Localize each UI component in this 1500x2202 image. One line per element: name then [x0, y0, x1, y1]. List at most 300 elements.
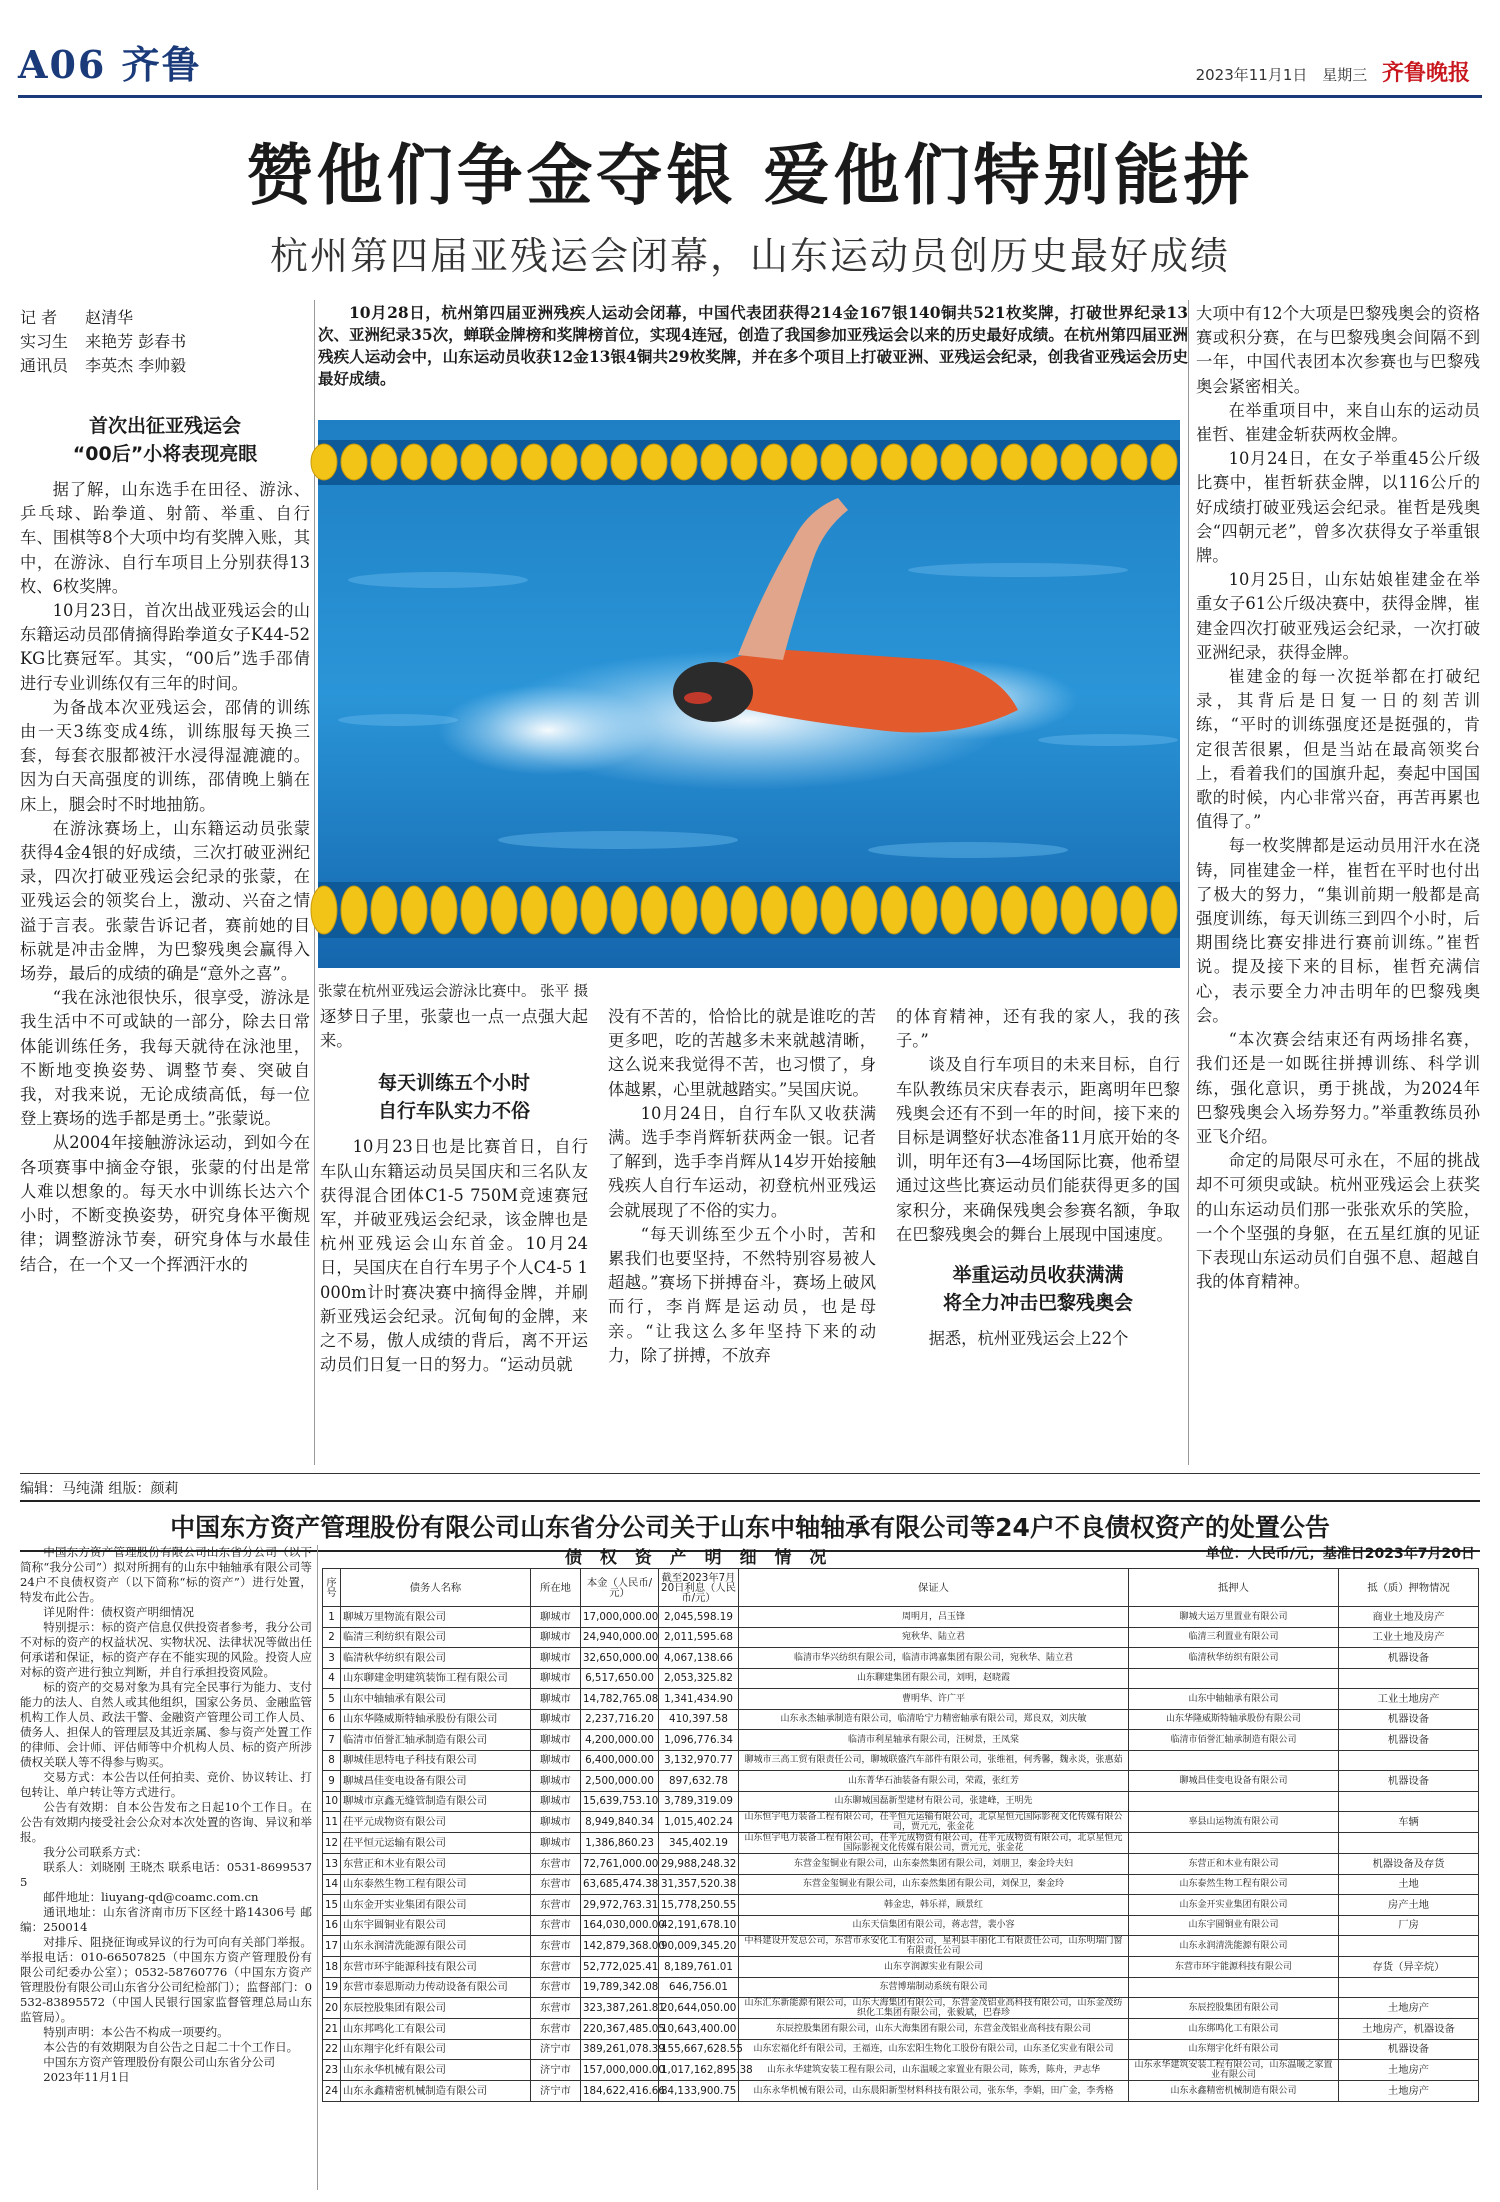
table-cell: 山东翔宇化纤有限公司: [341, 2039, 531, 2060]
column-header: 保证人: [739, 1569, 1129, 1607]
lane-buoy: [1091, 444, 1117, 480]
table-cell: 临清市佰誉汇轴承制造有限公司: [1129, 1730, 1339, 1751]
table-cell: 22: [323, 2039, 341, 2060]
column-4: [896, 1005, 1180, 1465]
table-cell: 19,789,342.08: [581, 1977, 659, 1998]
table-cell: 10: [323, 1791, 341, 1812]
table-cell: 山东恒宇电力装备工程有限公司，茌平恒元运输有限公司，北京星恒元国际影视文化传媒有限公司，贾元元，张金花: [739, 1812, 1129, 1833]
table-cell: 土地房产，机器设备: [1339, 2019, 1479, 2040]
table-cell: 220,367,485.05: [581, 2019, 659, 2040]
table-cell: 聊城市: [531, 1709, 581, 1730]
table-row: [323, 2060, 1479, 2081]
lane-buoy: [731, 444, 757, 480]
table-cell: 山东永润清洗能源有限公司: [1129, 1936, 1339, 1957]
table-cell: 897,632.78: [659, 1771, 739, 1792]
table-cell: 周明月，吕玉锋: [739, 1607, 1129, 1628]
table-cell: [1129, 1750, 1339, 1771]
paragraph: 邮件地址：liuyang-qd@coamc.com.cn: [43, 1890, 259, 1904]
table-cell: 山东汇东新能源有限公司，山东大海集团有限公司，东营金茂铝业高科技有限公司，山东金茂纺织化工集团有限公司，张毅斌，巴春珍: [739, 1998, 1129, 2019]
table-cell: 15,639,753.10: [581, 1791, 659, 1812]
table-cell: 19: [323, 1977, 341, 1998]
table-row: [323, 1977, 1479, 1998]
table-cell: 4: [323, 1668, 341, 1689]
lane-rope-bottom: [311, 882, 1180, 938]
column-divider: [1188, 300, 1189, 1465]
table-cell: 东营博瑞制动系统有限公司: [739, 1977, 1129, 1998]
table-cell: 山东绑鸣化工有限公司: [1129, 2019, 1339, 2040]
lane-buoy: [581, 886, 607, 934]
table-cell: 12: [323, 1833, 341, 1854]
table-cell: 4,067,138.66: [659, 1648, 739, 1669]
table-row: [323, 1957, 1479, 1978]
table-cell: 164,030,000.00: [581, 1915, 659, 1936]
table-cell: 济宁市: [531, 2060, 581, 2081]
column-2: [320, 1005, 588, 1465]
table-cell: 90,009,345.20: [659, 1936, 739, 1957]
table-cell: 东营市: [531, 1854, 581, 1875]
table-cell: 山东聊城国磊新型建材有限公司，张建峰，王明先: [739, 1791, 1129, 1812]
table-row: [323, 1998, 1479, 2019]
table-cell: 14,782,765.08: [581, 1689, 659, 1710]
table-cell: 山东永杰轴承制造有限公司，临清哈宁力精密轴承有限公司，郑良双，刘庆敏: [739, 1709, 1129, 1730]
table-cell: 20: [323, 1998, 341, 2019]
lane-buoy: [611, 444, 637, 480]
table-cell: 3,789,319.09: [659, 1791, 739, 1812]
table-cell: 17,000,000.00: [581, 1607, 659, 1628]
table-cell: 机器设备: [1339, 1730, 1479, 1751]
page-number: A06 齐鲁: [18, 42, 202, 87]
table-cell: 东营市: [531, 1957, 581, 1978]
lane-buoy: [761, 886, 787, 934]
table-cell: 山东永华机械有限公司，山东晨阳新型材料科技有限公司，张东华，李娟，田广金，李秀格: [739, 2081, 1129, 2102]
table-cell: 聊城昌佳变电设备有限公司: [1129, 1771, 1339, 1792]
lane-buoy: [911, 886, 937, 934]
paragraph: 本公告的有效期限为自公告之日起二十个工作日。: [43, 2040, 299, 2054]
table-cell: 18: [323, 1957, 341, 1978]
lane-buoy: [1001, 886, 1027, 934]
lane-buoy: [341, 444, 367, 480]
table-row: [323, 1607, 1479, 1628]
table-cell: 63,685,474.38: [581, 1874, 659, 1895]
lane-buoy: [881, 886, 907, 934]
table-cell: 13: [323, 1854, 341, 1875]
byline-row: [20, 330, 200, 354]
editor-credit: 编辑：马纯潇 组版：颜莉: [20, 1481, 179, 1497]
table-cell: 济宁市: [531, 2039, 581, 2060]
paragraph: 10月25日，山东姑娘崔建金在举重女子61公斤级决赛中，获得金牌，崔建金四次打破亚残运会纪录，一次打破亚洲纪录，获得金牌。: [1196, 570, 1480, 662]
table-cell: 389,261,078.39: [581, 2039, 659, 2060]
lane-buoy: [671, 444, 697, 480]
table-cell: 10,643,400.00: [659, 2019, 739, 2040]
table-cell: 山东翔宇化纤有限公司: [1129, 2039, 1339, 2060]
paragraph: 特别声明：本公告不构成一项要约。: [43, 2025, 229, 2039]
paragraph: 据了解，山东选手在田径、游泳、乒乓球、跆拳道、射箭、举重、自行车、围棋等8个大项中均有奖牌入账，其中，在游泳、自行车项目上分别获得13枚、6枚奖牌。: [20, 480, 310, 596]
paragraph: “每天训练至少五个小时，苦和累我们也要坚持，不然特别容易被人超越。”赛场下拼搏奋斗，赛场上破风而行，李肖辉是运动员，也是母亲。“让我这么多年坚持下来的动力，除了拼搏，不放弃: [608, 1224, 876, 1365]
table-cell: 15,778,250.55: [659, 1895, 739, 1916]
newspaper-logo: 齐鲁晚报: [1381, 61, 1470, 86]
table-cell: 646,756.01: [659, 1977, 739, 1998]
table-cell: 24,940,000.00: [581, 1627, 659, 1648]
lane-buoy: [701, 886, 727, 934]
weekday: 星期三: [1322, 66, 1368, 84]
table-cell: 17: [323, 1936, 341, 1957]
table-cell: 聊城市京鑫无缝管制造有限公司: [341, 1791, 531, 1812]
announcement-title: 中国东方资产管理股份有限公司山东省分公司关于山东中轴轴承有限公司等24户不良债权资产的处置公告: [20, 1500, 1480, 1552]
column-3: [608, 1005, 876, 1465]
lane-buoy: [911, 444, 937, 480]
table-cell: 聊城市: [531, 1730, 581, 1751]
lane-buoy: [731, 886, 757, 934]
table-cell: 山东永华机械有限公司: [341, 2060, 531, 2081]
table-cell: 山东中轴轴承有限公司: [1129, 1689, 1339, 1710]
table-cell: [1339, 1936, 1479, 1957]
paragraph: “本次赛会结束还有两场排名赛，我们还是一如既往拼搏训练、科学训练，强化意识，勇于挑战，为2024年巴黎残奥会入场券努力。”举重教练员孙亚飞介绍。: [1196, 1030, 1480, 1146]
table-cell: 土地房产: [1339, 2081, 1479, 2102]
column-5: [1196, 302, 1480, 1467]
swimmer-image: [318, 420, 1180, 968]
paragraph: 标的资产的交易对象为具有完全民事行为能力、支付能力的法人、自然人或其他组织，国家公务员、金融监管机构工作人员、政法干警、金融资产管理公司工作人员、债务人、担保人的管理层及其近亲属、参与资产处置工作的律师、会计师、评估师等中介机构人员、标的资产所涉债权关联人等不得参与购买。: [20, 1680, 312, 1769]
paragraph: 联系人：刘晓刚 王晓杰 联系电话：0531-86995375: [20, 1860, 312, 1889]
table-cell: 中科建设开发总公司，东营市永安化工有限公司，星利县丰丽化工有限责任公司，山东明瑞门窗有限责任公司: [739, 1936, 1129, 1957]
byline-row: [20, 354, 200, 378]
table-cell: 6,517,650.00: [581, 1668, 659, 1689]
lane-buoy: [311, 886, 337, 934]
debt-asset-table: [322, 1568, 1479, 2102]
paragraph: 没有不苦的，恰恰比的就是谁吃的苦更多吧，吃的苦越多未来就越清晰，这么说来我觉得不苦，也习惯了，身体越累，心里就越踏实。”吴国庆说。: [608, 1007, 876, 1099]
table-row: [323, 1648, 1479, 1669]
table-cell: 2,500,000.00: [581, 1771, 659, 1792]
subheadline: 杭州第四届亚残运会闭幕，山东运动员创历史最好成绩: [269, 234, 1230, 278]
paragraph: 对排斥、阻挠征询或异议的行为可向有关部门举报。举报电话：010-66507825（中国东方资产管理股份有限公司纪委办公室）；0532-58760776（中国东方资产管理股份有限公司山东省分公司纪检部门）；监督部门：0532-83895572（中国人民银行国家监督管理总局山东监管局）。: [20, 1935, 312, 2024]
table-cell: 聊城市: [531, 1648, 581, 1669]
lane-buoy: [461, 886, 487, 934]
table-cell: 东营市: [531, 1977, 581, 1998]
table-row: [323, 1771, 1479, 1792]
column-header: 债务人名称: [341, 1569, 531, 1607]
lane-buoy: [881, 444, 907, 480]
lane-buoy: [821, 886, 847, 934]
table-cell: 9: [323, 1771, 341, 1792]
byline: [20, 306, 200, 378]
table-cell: 东营金玺铜业有限公司，山东泰然集团有限公司，刘保卫，秦金玲: [739, 1874, 1129, 1895]
table-cell: 7: [323, 1730, 341, 1751]
table-cell: 聊城市: [531, 1812, 581, 1833]
lane-buoy: [641, 886, 667, 934]
table-cell: 临清市华兴纺织有限公司，临清市鸿嘉集团有限公司，宛秋华、陆立君: [739, 1648, 1129, 1669]
table-row: [323, 2019, 1479, 2040]
paragraph: 我分公司联系方式：: [43, 1845, 148, 1859]
table-cell: 山东华隆威斯特轴承股份有限公司: [1129, 1709, 1339, 1730]
table-cell: 曹明华、许广平: [739, 1689, 1129, 1710]
table-cell: [1339, 1977, 1479, 1998]
lane-buoy: [311, 444, 337, 480]
table-cell: 山东永华建筑安装工程有限公司，山东温暖之家置业有限公司: [1129, 2060, 1339, 2081]
lane-buoy: [971, 444, 997, 480]
table-cell: 茌平元成物资有限公司: [341, 1812, 531, 1833]
lane-buoy: [671, 886, 697, 934]
paragraph: 中国东方资产管理股份有限公司山东省分公司: [43, 2055, 276, 2069]
table-cell: [1129, 1668, 1339, 1689]
paragraph: 通讯地址：山东省济南市历下区经十路14306号 邮编：250014: [20, 1905, 312, 1934]
column-header: 抵（质）押物情况: [1339, 1569, 1479, 1607]
paragraph: 崔建金的每一次挺举都在打破纪录，其背后是日复一日的刻苦训练，“平时的训练强度还是挺强的，肯定很苦很累，但是当站在最高领奖台上，看着我们的国旗升起，奏起中国国歌的时候，内心非常兴奋，再苦再累也值得了。”: [1196, 667, 1480, 832]
lane-buoy: [1001, 444, 1027, 480]
table-cell: 14: [323, 1874, 341, 1895]
table-row: [323, 1791, 1479, 1812]
lane-buoy: [1151, 886, 1177, 934]
paragraph: 在举重项目中，来自山东的运动员崔哲、崔建金斩获两枚金牌。: [1196, 400, 1480, 445]
lane-buoy: [401, 886, 427, 934]
table-cell: 临清秋华纺织有限公司: [341, 1648, 531, 1669]
table-cell: 2: [323, 1627, 341, 1648]
lane-buoy: [761, 444, 787, 480]
table-cell: 3: [323, 1648, 341, 1669]
table-cell: 8,949,840.34: [581, 1812, 659, 1833]
table-cell: 1,096,776.34: [659, 1730, 739, 1751]
lane-buoy: [491, 886, 517, 934]
byline-role: 通讯员: [20, 356, 69, 375]
table-cell: 184,622,416.66: [581, 2081, 659, 2102]
table-cell: 山东宇圆铜业有限公司: [341, 1915, 531, 1936]
table-cell: 东营金玺铜业有限公司，山东泰然集团有限公司，刘朋卫，秦金玲夫妇: [739, 1854, 1129, 1875]
table-cell: 1,017,162,895.38: [659, 2060, 739, 2081]
lane-buoy: [341, 886, 367, 934]
table-cell: 聊城市: [531, 1668, 581, 1689]
table-cell: 山东泰然生物工程有限公司: [341, 1874, 531, 1895]
table-cell: 155,667,628.55: [659, 2039, 739, 2060]
table-cell: 机器设备: [1339, 1648, 1479, 1669]
lane-buoy: [401, 444, 427, 480]
table-cell: 房产土地: [1339, 1895, 1479, 1916]
paragraph: 交易方式：本公告以任何拍卖、竞价、协议转让、打包转让、单户转让等方式进行。: [20, 1770, 312, 1799]
table-row: [323, 1668, 1479, 1689]
table-cell: [1129, 1977, 1339, 1998]
editor-rule: [20, 1473, 1480, 1474]
table-cell: 临清市佰誉汇轴承制造有限公司: [341, 1730, 531, 1751]
swimming-photo: [318, 420, 1180, 968]
paragraph: 逐梦日子里，张蒙也一点一点强大起来。: [320, 1007, 588, 1051]
table-cell: 21: [323, 2019, 341, 2040]
byline-role: 记 者: [20, 308, 58, 327]
table-cell: 聊城市: [531, 1607, 581, 1628]
table-cell: 32,650,000.00: [581, 1648, 659, 1669]
lane-buoy: [1031, 886, 1057, 934]
table-cell: [1339, 1791, 1479, 1812]
column-1: [20, 412, 310, 1467]
table-cell: 3,132,970.77: [659, 1750, 739, 1771]
lane-buoy: [1151, 444, 1177, 480]
lane-buoy: [581, 444, 607, 480]
table-cell: [1339, 1750, 1479, 1771]
table-cell: 2,011,595.68: [659, 1627, 739, 1648]
table-row: [323, 1874, 1479, 1895]
paragraph: “我在泳池很快乐，很享受，游泳是我生活中不可或缺的一部分，除去日常体能训练任务，我每天就待在泳池里，不断地变换姿势、调整节奏、突破自我，对我来说，无论成绩高低，每一位登上赛场的选手都是勇士。”张蒙说。: [20, 988, 310, 1129]
table-cell: 山东宇圆铜业有限公司: [1129, 1915, 1339, 1936]
paragraph: 在游泳赛场上，山东籍运动员张蒙获得4金4银的好成绩，三次打破亚洲纪录，四次打破亚残运会纪录的张蒙，在亚残运会的领奖台上，激动、兴奋之情溢于言表。张蒙告诉记者，赛前她的目标就是冲击金牌，为巴黎残奥会赢得入场券，最后的成绩的确是“意外之喜”。: [20, 818, 310, 984]
table-unit: 单位：人民币/元；基准日2023年7月20日: [1205, 1546, 1475, 1562]
headline: 赞他们争金夺银 爱他们特别能拼: [246, 136, 1254, 214]
table-cell: 52,772,025.41: [581, 1957, 659, 1978]
table-cell: 工业土地房产: [1339, 1689, 1479, 1710]
table-cell: 72,761,000.00: [581, 1854, 659, 1875]
column-divider: [317, 1545, 318, 2190]
lane-buoy: [521, 886, 547, 934]
byline-role: 实习生: [20, 332, 69, 351]
table-row: [323, 2039, 1479, 2060]
table-cell: 84,133,900.75: [659, 2081, 739, 2102]
table-cell: 42,191,678.10: [659, 1915, 739, 1936]
table-cell: 山东邦鸣化工有限公司: [341, 2019, 531, 2040]
table-cell: 东营市泰恩斯动力传动设备有限公司: [341, 1977, 531, 1998]
issue-date: [1196, 56, 1470, 87]
table-cell: 聊城市: [531, 1791, 581, 1812]
lane-buoy: [941, 886, 967, 934]
table-header-row: [323, 1569, 1479, 1607]
table-cell: 16: [323, 1915, 341, 1936]
table-cell: 2,053,325.82: [659, 1668, 739, 1689]
table-cell: 东营正和木业有限公司: [341, 1854, 531, 1875]
table-cell: 聊城市: [531, 1627, 581, 1648]
lane-buoy: [821, 444, 847, 480]
paragraph: 10月23日也是比赛首日，自行车队山东籍运动员吴国庆和三名队友获得混合团体C1-5 750M竞速赛冠军，并破亚残运会纪录，该金牌也是杭州亚残运会山东首金。10月24日，吴国庆在自行车男子个人C4-5 1000m计时赛决赛中摘得金牌，并刷新亚残运会纪录。沉甸甸的金牌，来之不易，傲人成绩的背后，离不开运动员们日复一日的努力。“运动员就: [320, 1137, 588, 1375]
paragraph: 公告有效期：自本公告发布之日起10个工作日。在公告有效期内接受社会公众对本次处置的咨询、异议和举报。: [20, 1800, 312, 1844]
table-cell: 142,879,368.00: [581, 1936, 659, 1957]
table-cell: 24: [323, 2081, 341, 2102]
lane-buoy: [551, 886, 577, 934]
paragraph: 据悉，杭州亚残运会上22个: [928, 1329, 1129, 1349]
lane-buoy: [971, 886, 997, 934]
paragraph: 为备战本次亚残运会，邵倩的训练由一天3练变成4练，训练服每天换三套，每套衣服都被汗水浸得湿漉漉的。因为白天高强度的训练，邵倩晚上躺在床上，腿会时不时地抽筋。: [20, 697, 310, 814]
table-cell: 8,189,761.01: [659, 1957, 739, 1978]
table-cell: [1129, 1833, 1339, 1854]
table-cell: 山东聊建金明建筑装饰工程有限公司: [341, 1668, 531, 1689]
lane-buoy: [1121, 444, 1147, 480]
byline-names: 李英杰 李帅毅: [85, 356, 187, 375]
table-cell: 山东金开实业集团有限公司: [1129, 1895, 1339, 1916]
lane-buoy: [1121, 886, 1147, 934]
lane-buoy: [431, 444, 457, 480]
table-cell: 山东永鑫精密机械制造有限公司: [341, 2081, 531, 2102]
table-cell: 1,015,402.24: [659, 1812, 739, 1833]
paragraph: 10月24日，在女子举重45公斤级比赛中，崔哲斩获金牌，以116公斤的好成绩打破亚残运会纪录。崔哲是残奥会“四朝元老”，曾多次获得女子举重银牌。: [1196, 449, 1480, 566]
table-cell: 聊城市: [531, 1750, 581, 1771]
table-cell: [1339, 1668, 1479, 1689]
table-cell: [1129, 1791, 1339, 1812]
table-cell: 345,402.19: [659, 1833, 739, 1854]
paragraph: 的体育精神，还有我的家人，我的孩子。”: [896, 1007, 1180, 1051]
table-cell: 15: [323, 1895, 341, 1916]
table-cell: 聊城佳思特电子科技有限公司: [341, 1750, 531, 1771]
paragraph: 谈及自行车项目的未来目标，自行车队教练员宋庆春表示，距离明年巴黎残奥会还有不到一年的时间，接下来的目标是调整好状态准备11月底开始的冬训，明年还有3—4场国际比赛，他希望通过这些比赛运动员们能获得更多的国家积分，来确保残奥会参赛名额，争取在巴黎残奥会的舞台上展现中国速度。: [896, 1055, 1180, 1244]
table-row: [323, 1936, 1479, 1957]
byline-names: 赵清华: [85, 308, 134, 327]
lane-buoy: [521, 444, 547, 480]
table-cell: 31,357,520.38: [659, 1874, 739, 1895]
table-cell: 1,386,860.23: [581, 1833, 659, 1854]
lane-buoy: [491, 444, 517, 480]
table-cell: 东营市: [531, 1874, 581, 1895]
table-cell: 山东菁华石油装备有限公司，荣霞，张红芳: [739, 1771, 1129, 1792]
table-row: [323, 2081, 1479, 2102]
lane-buoy: [791, 444, 817, 480]
table-cell: 聊城昌佳变电设备有限公司: [341, 1771, 531, 1792]
paragraph: 10月23日，首次出战亚残运会的山东籍运动员邵倩摘得跆拳道女子K44-52KG比赛冠军。其实，“00后”选手邵倩进行专业训练仅有三年的时间。: [20, 601, 310, 693]
lane-buoy: [371, 886, 397, 934]
column-header: 所在地: [531, 1569, 581, 1607]
table-cell: 5: [323, 1689, 341, 1710]
table-row: [323, 1627, 1479, 1648]
table-cell: 157,000,000.00: [581, 2060, 659, 2081]
lane-buoy: [941, 444, 967, 480]
lane-buoy: [611, 886, 637, 934]
table-cell: 1: [323, 1607, 341, 1628]
table-cell: [1339, 1833, 1479, 1854]
table-cell: 山东华隆威斯特轴承股份有限公司: [341, 1709, 531, 1730]
table-cell: 1,341,434.90: [659, 1689, 739, 1710]
table-cell: 机器设备及存货: [1339, 1854, 1479, 1875]
byline-row: [20, 306, 200, 330]
table-cell: 机器设备: [1339, 2039, 1479, 2060]
table-cell: 聊城万里物流有限公司: [341, 1607, 531, 1628]
paragraph: 详见附件：债权资产明细情况: [43, 1605, 194, 1619]
paragraph: 每一枚奖牌都是运动员用汗水在浇铸，同崔建金一样，崔哲在平时也付出了极大的努力，“集训前期一般都是高强度训练，每天训练三到四个小时，后期围绕比赛安排进行赛前训练。”崔哲说。提及接下来的目标，崔哲充满信心，表示要全力冲击明年的巴黎残奥会。: [1196, 836, 1480, 1025]
table-cell: 车辆: [1339, 1812, 1479, 1833]
paragraph: 大项中有12个大项是巴黎残奥会的资格赛或积分赛，在与巴黎残奥会间隔不到一年，中国代表团本次参赛也与巴黎残奥会紧密相关。: [1196, 304, 1480, 396]
date: 2023年11月1日: [1195, 66, 1308, 84]
table-row: [323, 1812, 1479, 1833]
table-cell: 4,200,000.00: [581, 1730, 659, 1751]
table-cell: 工业土地及房产: [1339, 1627, 1479, 1648]
table-cell: 聊城市: [531, 1689, 581, 1710]
table-cell: 机器设备: [1339, 1771, 1479, 1792]
column-header: 本金（人民币/元）: [581, 1569, 659, 1607]
table-header-bar: [325, 1543, 1475, 1568]
header-rule: [18, 95, 1482, 98]
table-row: [323, 1854, 1479, 1875]
table-cell: 东营市: [531, 1936, 581, 1957]
table-cell: 山东永润清洗能源有限公司: [341, 1936, 531, 1957]
table-cell: 323,387,261.81: [581, 1998, 659, 2019]
table-cell: 宛秋华、陆立君: [739, 1627, 1129, 1648]
announcement-text: [20, 1545, 312, 2085]
table-cell: 410,397.58: [659, 1709, 739, 1730]
table-cell: 29,988,248.32: [659, 1854, 739, 1875]
table-cell: 6,400,000.00: [581, 1750, 659, 1771]
table-cell: 土地: [1339, 1874, 1479, 1895]
lane-buoy: [461, 444, 487, 480]
paragraph: 特别提示：标的资产信息仅供投资者参考，我分公司不对标的资产的权益状况、实物状况、法律状况等做出任何承诺和保证，标的资产存在不能实现的风险。投资人应对标的资产进行独立判断，并自行承担投资风险。: [20, 1620, 312, 1679]
lane-rope-top: [311, 440, 1180, 485]
photo-caption: 张蒙在杭州亚残运会游泳比赛中。 张平 摄: [318, 984, 589, 1000]
paragraph: 中国东方资产管理股份有限公司山东省分公司（以下简称“我分公司”）拟对所拥有的山东中轴轴承有限公司等24户不良债权资产（以下简称“标的资产”）进行处置，特发布此公告。: [20, 1545, 312, 1604]
table-cell: 2,237,716.20: [581, 1709, 659, 1730]
table-cell: 山东泰然生物工程有限公司: [1129, 1874, 1339, 1895]
lane-buoy: [1031, 444, 1057, 480]
lead-paragraph: 10月28日，杭州第四届亚洲残疾人运动会闭幕，中国代表团获得214金167银140铜共521枚奖牌，打破世界纪录13次、亚洲纪录35次，蝉联金牌榜和奖牌榜首位，实现4连冠，创造了我国参加亚残运会以来的历史最好成绩。在杭州第四届亚洲残疾人运动会中，山东运动员收获12金13银4铜共29枚奖牌，并在多个项目上打破亚洲、亚残运会纪录，创我省亚残运会历史最好成绩。: [318, 303, 1188, 388]
paragraph: 2023年11月1日: [43, 2070, 130, 2084]
lane-buoy: [641, 444, 667, 480]
table-cell: 东营市: [531, 1998, 581, 2019]
table-row: [323, 1689, 1479, 1710]
table-cell: 聊城大运万里置业有限公司: [1129, 1607, 1339, 1628]
table-row: [323, 1709, 1479, 1730]
table-cell: 机器设备: [1339, 1709, 1479, 1730]
table-cell: 东辰控股集团有限公司，山东大海集团有限公司，东营金茂铝业高科技有限公司: [739, 2019, 1129, 2040]
table-row: [323, 1833, 1479, 1854]
column-header: 序号: [323, 1569, 341, 1607]
table-cell: 辜县山运物流有限公司: [1129, 1812, 1339, 1833]
table-cell: 2,045,598.19: [659, 1607, 739, 1628]
